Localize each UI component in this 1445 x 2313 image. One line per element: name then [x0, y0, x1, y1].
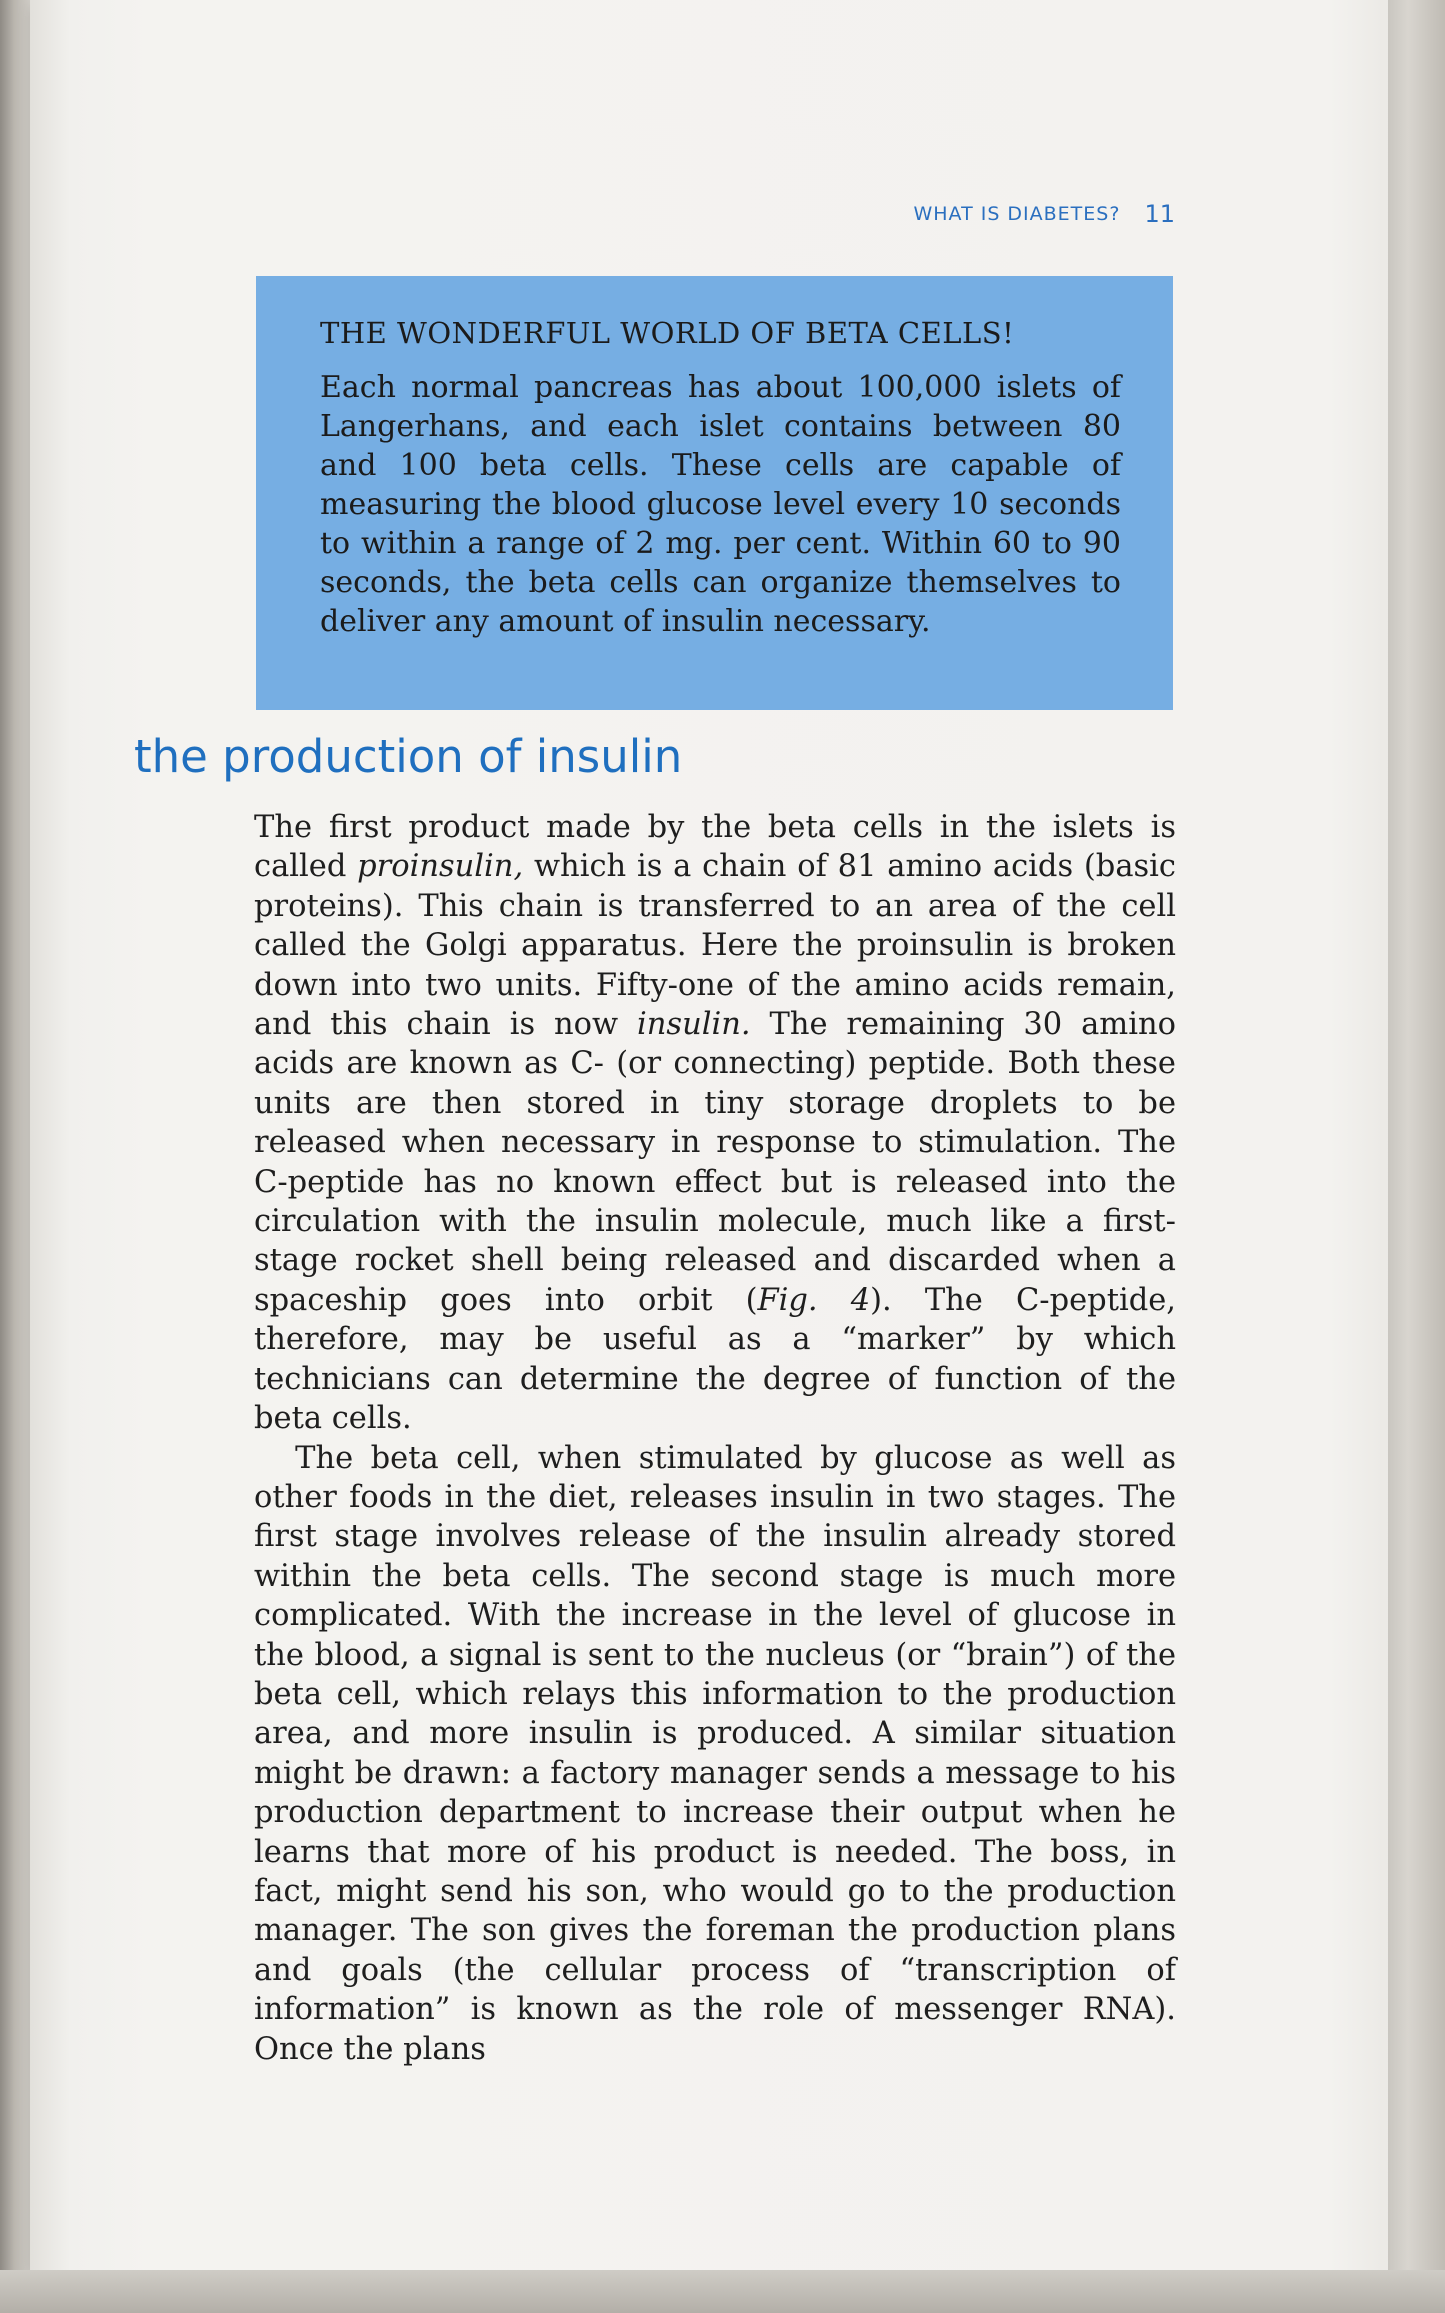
term-proinsulin: proinsulin, [357, 849, 524, 885]
paragraph-1 [254, 808, 1176, 1439]
running-head-title: WHAT IS DIABETES? [913, 203, 1121, 225]
running-head [862, 196, 1175, 232]
figure-reference: Fig. 4 [757, 1282, 871, 1318]
section-heading: the production of insulin [134, 730, 683, 783]
body-text [254, 808, 1176, 2069]
page-stack-edge [1388, 0, 1445, 2313]
sidebar-box-title: THE WONDERFUL WORLD OF BETA CELLS! [320, 316, 1015, 350]
paragraph-1-part-3: The remaining 30 amino acids are known as C- (or connecting) peptide. Both these units are then stored in tiny storage droplets to be released when necessary in response to stimulation. The C-peptide has no known effect but is released into the circulation with the insulin molecule, much like a first-stage rocket shell being released and discarded when a spaceship goes into orbit ( [254, 1007, 1176, 1318]
page-number: 11 [1144, 200, 1175, 228]
page-bottom-edge [0, 2270, 1445, 2313]
term-insulin: insulin. [637, 1007, 751, 1043]
sidebar-box-text: Each normal pancreas has about 100,000 islets of Langerhans, and each islet contains between 80 and 100 beta cells. These cells are capable of measuring the blood glucose level every 10 seconds to within a range of 2 mg. per cent. Within 60 to 90 seconds, the beta cells can organize themselves to deliver any amount of insulin necessary. [320, 370, 1121, 639]
paragraph-2: The beta cell, when stimulated by glucose as well as other foods in the diet, releases insulin in two stages. The first stage involves release of the insulin already stored within the beta cells. The second stage is much more complicated. With the increase in the level of glucose in the blood, a signal is sent to the nucleus (or “brain”) of the beta cell, which relays this information to the production area, and more insulin is produced. A similar situation might be drawn: a factory manager sends a message to his production department to increase their output when he learns that more of his product is needed. The boss, in fact, might send his son, who would go to the production manager. The son gives the foreman the production plans and goals (the cellular process of “transcription of information” is known as the role of messenger RNA). Once the plans [254, 1440, 1176, 2067]
paragraph-1-part-1: The first product made by the beta cells in the islets is called [254, 810, 1176, 885]
paragraph-1-part-2: which is a chain of 81 amino acids (basic proteins). This chain is transferred to an area of the cell called the Golgi apparatus. Here the proinsulin is broken down into two units. Fifty-one of the amino acids remain, and this chain is now [254, 849, 1176, 1043]
beta-cells-sidebar-box [256, 276, 1173, 710]
paragraph-1-part-4: ). The C-peptide, therefore, may be useful as a “marker” by which technicians can determine the degree of function of the beta cells. [254, 1282, 1176, 1437]
